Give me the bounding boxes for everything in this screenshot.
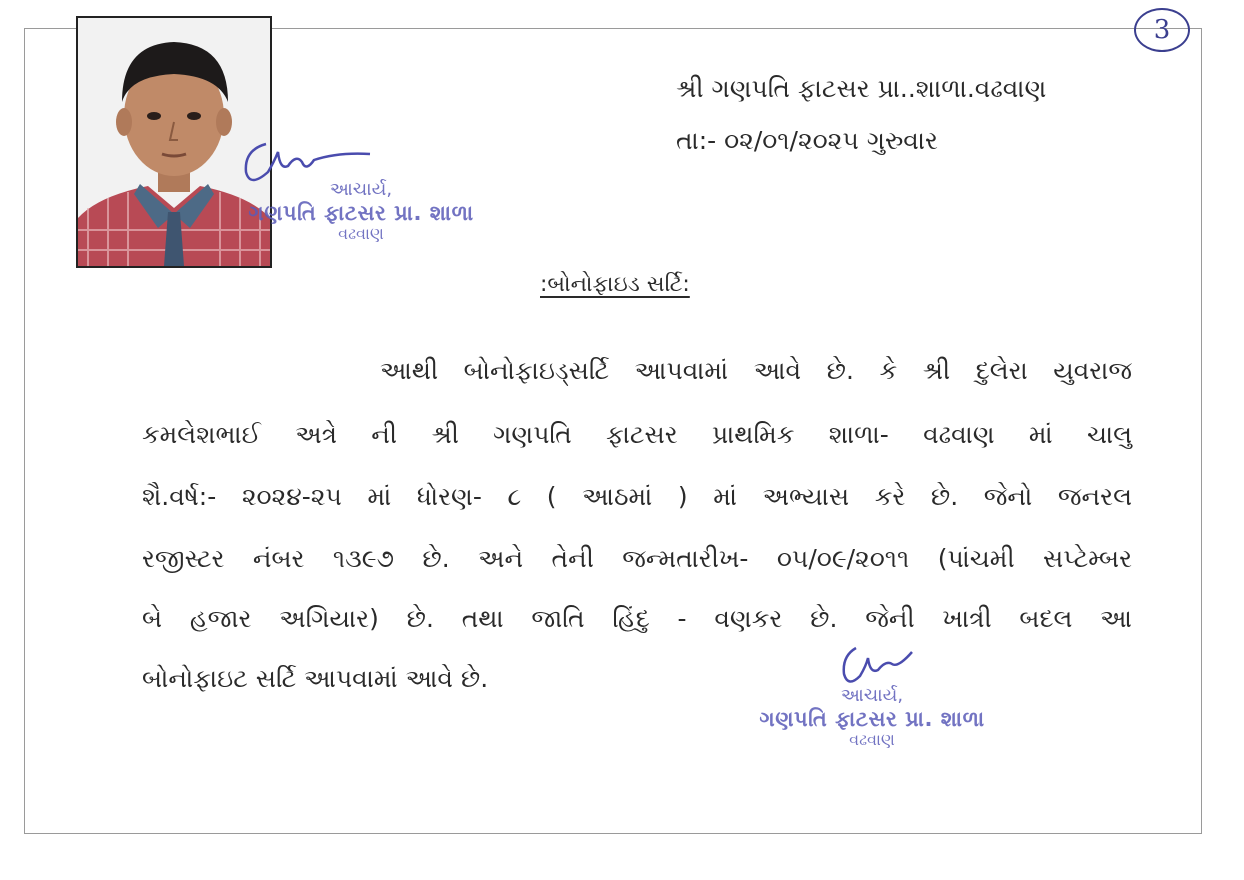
certificate-title: :બોનોફાઇડ સર્ટિ: — [540, 272, 690, 297]
certificate-line-1: આથી બોનોફાઇડ્સર્ટિ આપવામાં આવે છે. કે શ્રી દુલેરા યુવરાજ — [380, 356, 1132, 385]
certificate-line-4: રજીસ્ટર નંબર ૧૩૯૭ છે. અને તેની જન્મતારીખ- ૦૫/૦૯/૨૦૧૧ (પાંચમી સપ્ટેમ્બર — [142, 544, 1132, 573]
certificate-line-2: કમલેશભાઈ અત્રે ની શ્રી ગણપતિ ફાટસર પ્રાથમિક શાળા- વઢવાણ માં ચાલુ — [142, 420, 1132, 449]
school-stamp-bottom — [728, 686, 1016, 749]
school-stamp-top — [236, 180, 486, 243]
stamp-city: વઢવાણ — [849, 729, 895, 749]
date-line: તા:- ૦૨/૦૧/૨૦૨૫ ગુરુવાર — [676, 126, 938, 155]
school-name: શ્રી ગણપતિ ફાટસર પ્રા..શાળા.વઢવાણ — [676, 74, 1047, 103]
certificate-line-6: બોનોફાઇટ સર્ટિ આપવામાં આવે છે. — [142, 664, 489, 693]
stamp-school: ગણપતિ ફાટસર પ્રા. શાળા — [248, 200, 474, 225]
stamp-school: ગણપતિ ફાટસર પ્રા. શાળા — [759, 706, 985, 731]
page-number: 3 — [1134, 8, 1190, 52]
stamp-city: વઢવાણ — [338, 223, 384, 243]
certificate-line-3: શૈ.વર્ષ:- ૨૦૨૪-૨૫ માં ધોરણ- ૮ ( આઠમાં ) માં અભ્યાસ કરે છે. જેનો જનરલ — [142, 482, 1132, 511]
stamp-title: આચાર્ય, — [329, 179, 393, 200]
stamp-title: આચાર્ય, — [840, 685, 904, 706]
certificate-line-5: બે હજાર અગિયાર) છે. તથા જાતિ હિંદુ - વણકર છે. જેની ખાત્રી બદલ આ — [142, 604, 1132, 633]
